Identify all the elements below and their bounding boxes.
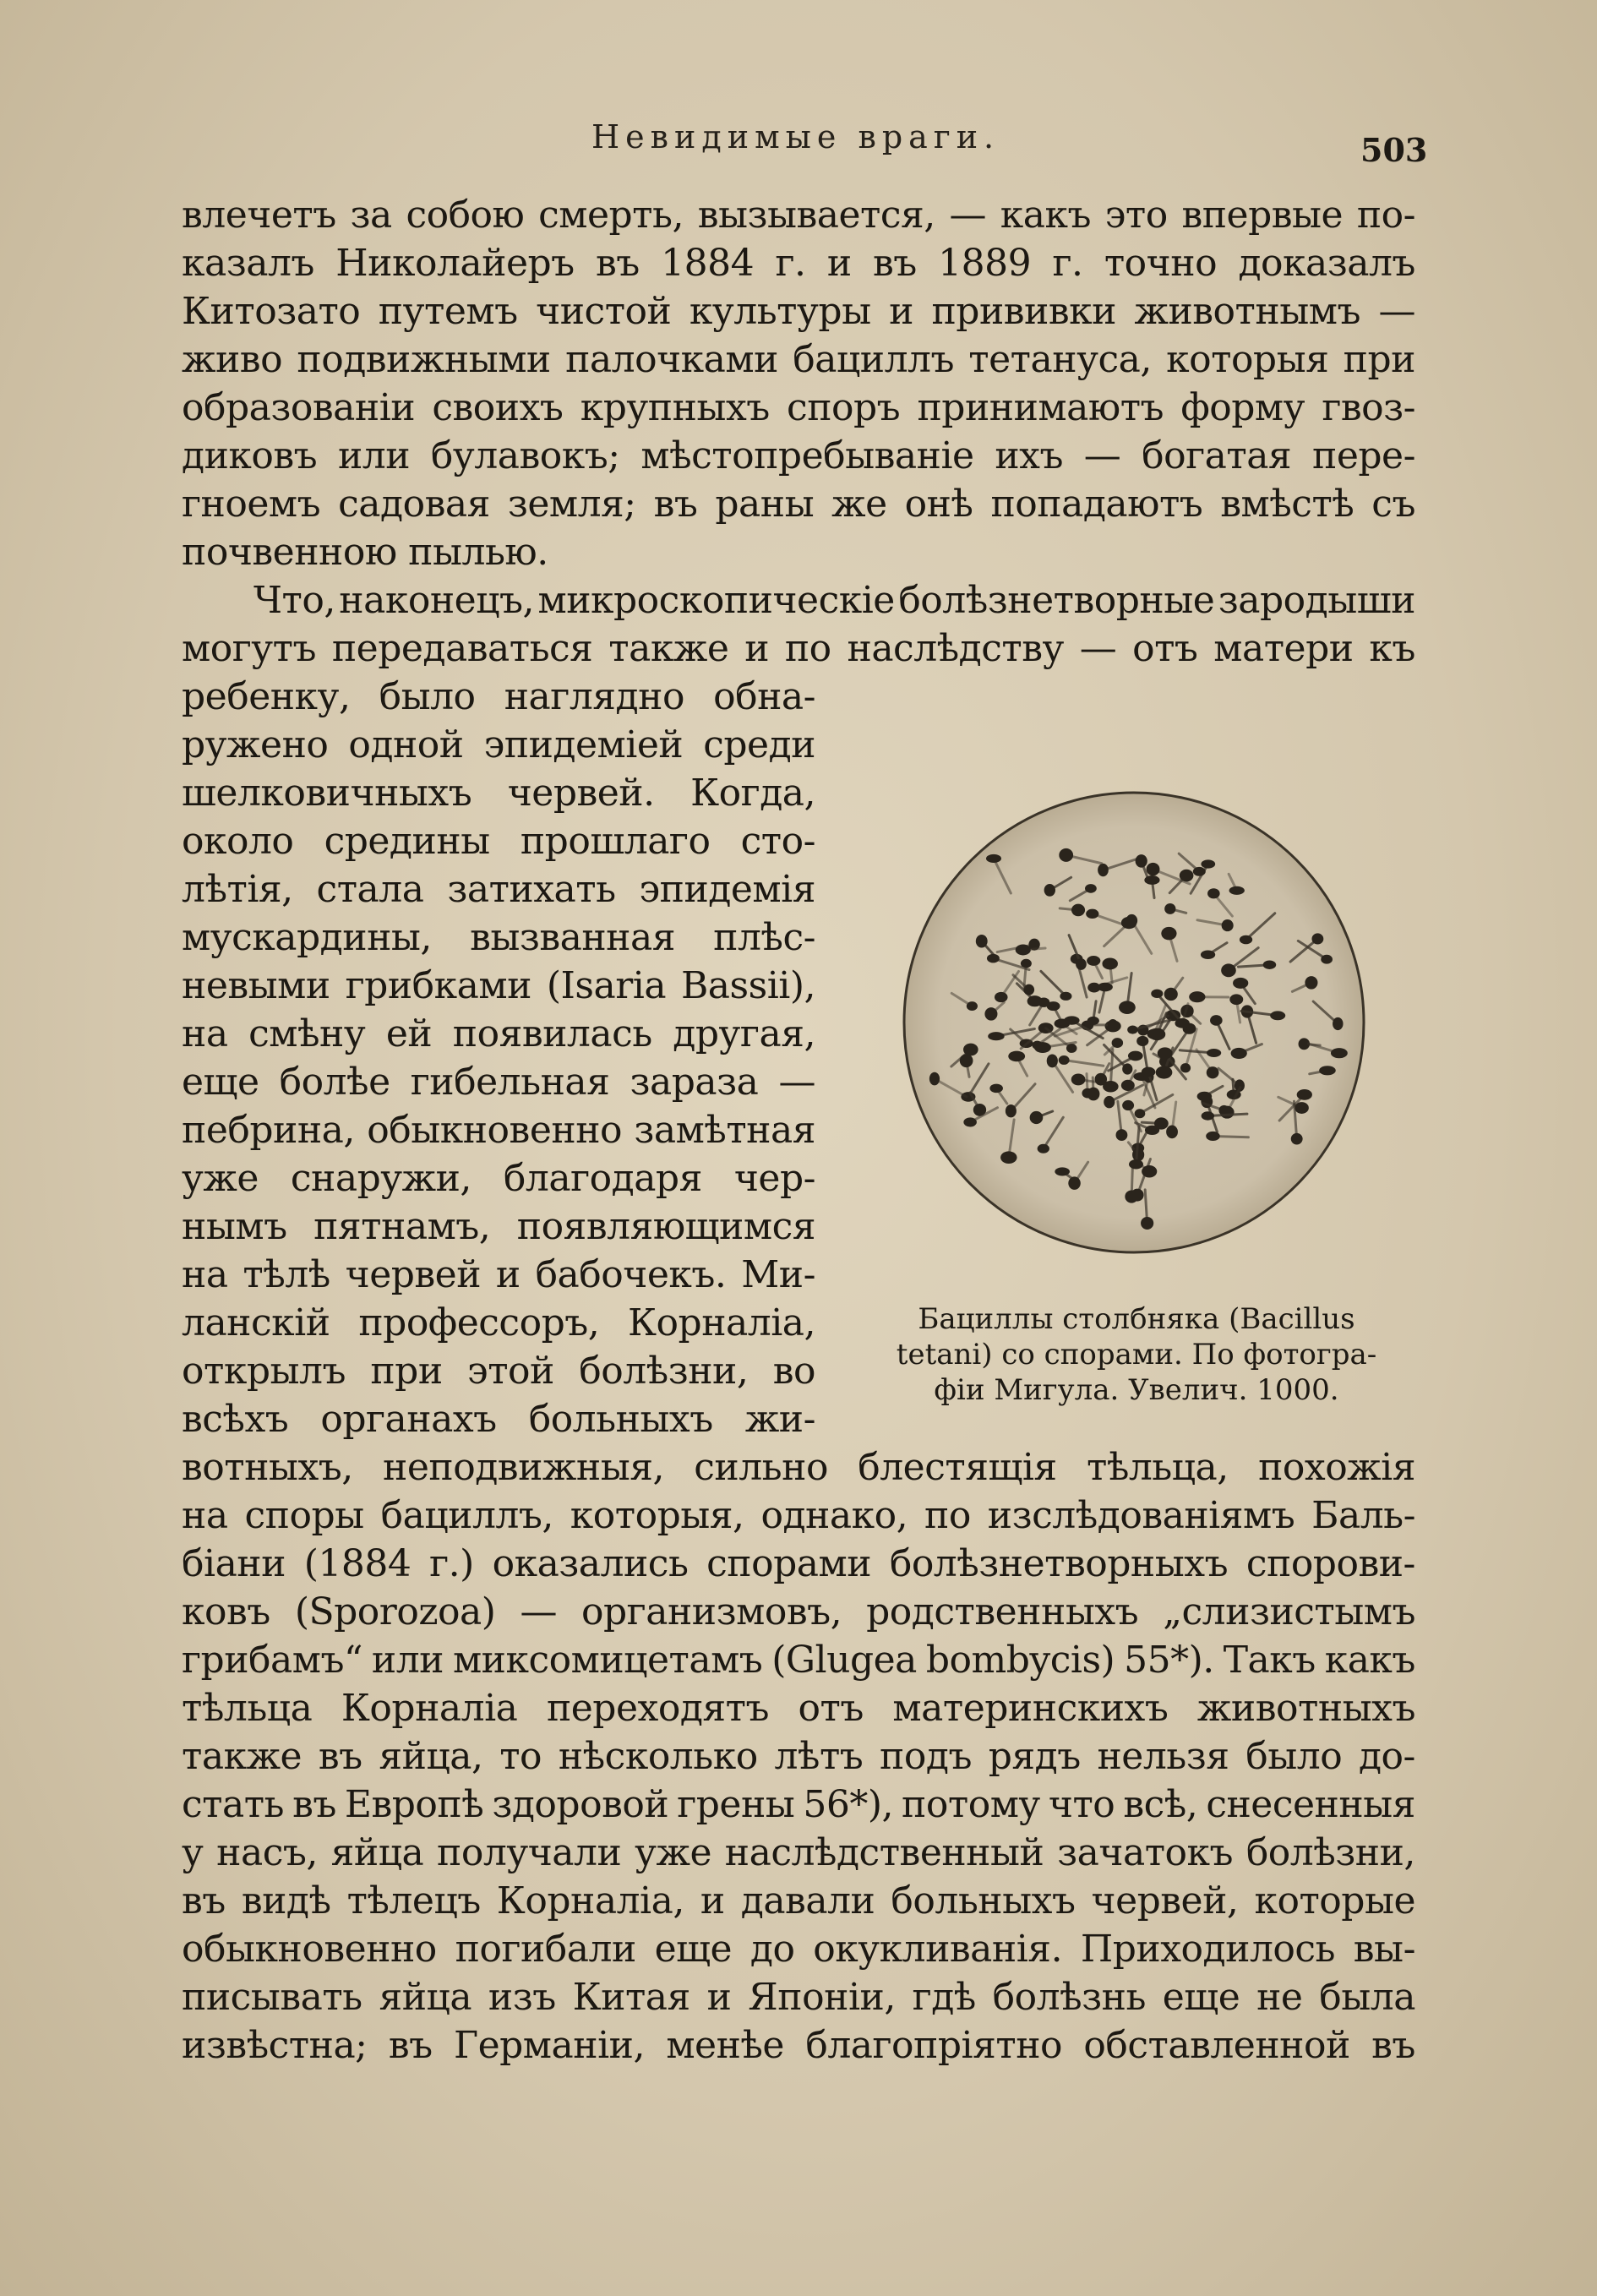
spore [1305, 976, 1317, 989]
spore [1207, 888, 1220, 898]
text-line: казалъ Николайеръ въ 1884 г. и въ 1889 г. точно доказалъ [182, 242, 1415, 285]
text-line: около средины прошлаго сто- [182, 820, 815, 863]
text-line: образованіи своихъ крупныхъ споръ принимаютъ форму гвоз- [182, 386, 1415, 429]
spore [1098, 983, 1113, 992]
spore [1240, 935, 1252, 945]
spore [1122, 1100, 1134, 1110]
spore [976, 935, 988, 947]
spore [1076, 958, 1087, 970]
spore [987, 954, 1000, 963]
spore [1071, 904, 1085, 917]
spore [1229, 886, 1245, 895]
spore [1210, 1015, 1223, 1026]
text-line: еще болѣе гибельная зараза — [182, 1061, 815, 1104]
spore [1108, 1019, 1118, 1031]
spore [1000, 1151, 1017, 1164]
spore [1129, 1159, 1143, 1169]
spore [1158, 1047, 1173, 1059]
spore [1016, 944, 1031, 955]
spore [1222, 919, 1234, 931]
text-line: невыми грибками (Isaria Bassii), [182, 964, 815, 1007]
spore [1229, 994, 1243, 1005]
text-line: стать въ Европѣ здоровой грены 56*), потому что всѣ, снесенныя [182, 1783, 1415, 1826]
spore [1154, 1117, 1169, 1129]
text-line: ковъ (Sporozoa) — организмовъ, родственныхъ „слизистымъ [182, 1590, 1415, 1633]
spore [963, 1117, 977, 1126]
text-line: ружено одной эпидеміей среди [182, 723, 815, 766]
spore [967, 1001, 978, 1011]
spore [1156, 1066, 1173, 1078]
spore [1030, 1111, 1044, 1124]
spore [1297, 1089, 1312, 1100]
text-line: гноемъ садовая земля; въ раны же онѣ попадаютъ вмѣстѣ съ [182, 483, 1415, 526]
spore [1202, 1111, 1214, 1120]
text-line: ланскій профессоръ, Корналіа, [182, 1301, 815, 1344]
spore [1038, 1144, 1049, 1153]
spore [1175, 1018, 1189, 1028]
text-line: біани (1884 г.) оказались спорами болѣзнетворныхъ спорови- [182, 1542, 1415, 1585]
spore [1142, 1165, 1157, 1178]
spore [1141, 1217, 1153, 1230]
spore [1207, 1049, 1221, 1057]
running-title: Невидимые враги. [591, 118, 1000, 155]
spore [984, 1007, 997, 1021]
bacilli-micrograph-image [897, 786, 1371, 1259]
spore [960, 1054, 973, 1067]
paragraph-start-line: Что, наконецъ, микроскопическіе болѣзнетворные зародыши [253, 579, 1415, 622]
spore [1125, 1190, 1138, 1203]
spore [1121, 917, 1136, 929]
text-line: писывать яйца изъ Китая и Японіи, гдѣ болѣзнь еще не была [182, 1976, 1415, 2019]
spore [1008, 1051, 1025, 1062]
text-line: всѣхъ органахъ больныхъ жи- [182, 1398, 815, 1441]
text-line: мускардины, вызванная плѣс- [182, 916, 815, 959]
page-number: 503 [1360, 131, 1428, 169]
spore [1127, 1026, 1138, 1034]
text-line: уже снаружи, благодаря чер- [182, 1157, 815, 1200]
spore [1333, 1017, 1343, 1030]
spore [1311, 933, 1323, 944]
text-line: ребенку, было наглядно обна- [182, 675, 815, 718]
spore [1201, 951, 1215, 959]
spore [1270, 1011, 1285, 1020]
spore [1321, 955, 1333, 964]
spore [1220, 1106, 1235, 1119]
figure-caption-line: фіи Мигула. Увелич. 1000. [934, 1373, 1339, 1407]
spore [1044, 884, 1055, 897]
spore [1319, 1066, 1336, 1075]
spore [1291, 1133, 1303, 1145]
figure-caption-line: Бациллы столбняка (Bacillus [918, 1302, 1355, 1336]
spore [1103, 1081, 1119, 1092]
spore [1164, 988, 1178, 1001]
spore [1135, 1109, 1146, 1118]
spore [1116, 1129, 1128, 1141]
text-line: извѣстна; въ Германіи, менѣе благопріятно обставленной въ [182, 2024, 1415, 2067]
spore [989, 1084, 1003, 1093]
spore [995, 992, 1008, 1002]
spore [1082, 1088, 1093, 1099]
spore [1027, 995, 1043, 1006]
spore [1055, 1167, 1070, 1175]
text-line: обыкновенно погибали еще до окукливанія. Приходилось вы- [182, 1928, 1415, 1971]
text-line: также въ яйца, то нѣсколько лѣтъ подъ рядъ нельзя было до- [182, 1735, 1415, 1778]
spore [1066, 1044, 1077, 1053]
spore [1136, 854, 1147, 868]
text-line: почвенною пылью. [182, 531, 548, 574]
spore [1128, 1051, 1143, 1061]
spore [1331, 1048, 1348, 1058]
figure-caption-line: tetani) со спорами. По фотогра- [896, 1338, 1377, 1372]
spore [963, 1044, 978, 1056]
spore [1085, 884, 1097, 893]
spore [1144, 875, 1159, 885]
spore [1119, 1001, 1136, 1014]
spore [1034, 1042, 1051, 1053]
text-line: диковъ или булавокъ; мѣстопребываніе ихъ — богатая пере- [182, 434, 1415, 477]
spore [1161, 927, 1176, 941]
spore [1104, 1096, 1115, 1109]
spore [1164, 903, 1175, 914]
spore [1086, 909, 1098, 919]
spore [1231, 1048, 1247, 1059]
spore [1201, 859, 1215, 868]
spore [1147, 863, 1160, 875]
spore [1059, 848, 1073, 862]
spore [1263, 961, 1277, 969]
text-line: Китозато путемъ чистой культуры и прививки животнымъ — [182, 290, 1415, 333]
spore [1193, 867, 1206, 876]
text-line: на споры бациллъ, которыя, однако, по изслѣдованіямъ Баль- [182, 1494, 1415, 1537]
spore [1068, 1176, 1080, 1190]
text-line: тѣльца Корналіа переходятъ отъ материнскихъ животныхъ [182, 1687, 1415, 1730]
spore [1098, 864, 1109, 876]
spore [1087, 1017, 1099, 1025]
spore [1151, 990, 1163, 998]
spore [1071, 1073, 1086, 1085]
text-line: шелковичныхъ червей. Когда, [182, 772, 815, 815]
spore [1060, 992, 1071, 1001]
text-line: влечетъ за собою смерть, вызывается, — какъ это впервые по- [182, 194, 1415, 237]
spore [986, 854, 1001, 863]
text-line: лѣтія, стала затихать эпидемія [182, 868, 815, 911]
text-line: вотныхъ, неподвижныя, сильно блестящія тѣльца, похожія [182, 1446, 1415, 1489]
text-line: на смѣну ей появилась другая, [182, 1012, 815, 1055]
spore [1047, 1054, 1058, 1067]
text-line: могутъ передаваться также и по наслѣдству — отъ матери къ [182, 627, 1415, 670]
text-line: въ видѣ тѣлецъ Корналіа, и давали больныхъ червей, которые [182, 1879, 1415, 1922]
spore [1055, 1019, 1071, 1028]
text-line: на тѣлѣ червей и бабочекъ. Ми- [182, 1253, 815, 1296]
spore [1112, 1038, 1123, 1048]
spore [1197, 1092, 1213, 1101]
text-line: нымъ пятнамъ, появляющимся [182, 1205, 815, 1248]
spore [1142, 1067, 1155, 1077]
spore [1148, 1028, 1165, 1041]
spore [1006, 1104, 1017, 1117]
spore [1102, 957, 1118, 969]
spore [1166, 1126, 1178, 1139]
text-line: у насъ, яйца получали уже наслѣдственный зачатокъ болѣзни, [182, 1831, 1415, 1874]
text-line: живо подвижными палочками бациллъ тетануса, которыя при [182, 338, 1415, 381]
spore [1136, 1036, 1148, 1046]
text-line: грибамъ“ или миксомицетамъ (Glugea bombycis) 55*). Такъ какъ [182, 1639, 1415, 1682]
spore [1221, 963, 1236, 977]
spore [1207, 1066, 1219, 1078]
spore [1189, 991, 1205, 1002]
spore [1122, 1063, 1132, 1074]
spore [1180, 1063, 1191, 1072]
text-line: открылъ при этой болѣзни, во [182, 1350, 815, 1393]
spore [929, 1072, 940, 1086]
spore [1206, 1132, 1220, 1141]
spore [1087, 956, 1100, 966]
spore [988, 1032, 1004, 1040]
text-line: пебрина, обыкновенно замѣтная [182, 1109, 815, 1152]
spore [1233, 978, 1248, 989]
spore [1059, 1055, 1070, 1065]
